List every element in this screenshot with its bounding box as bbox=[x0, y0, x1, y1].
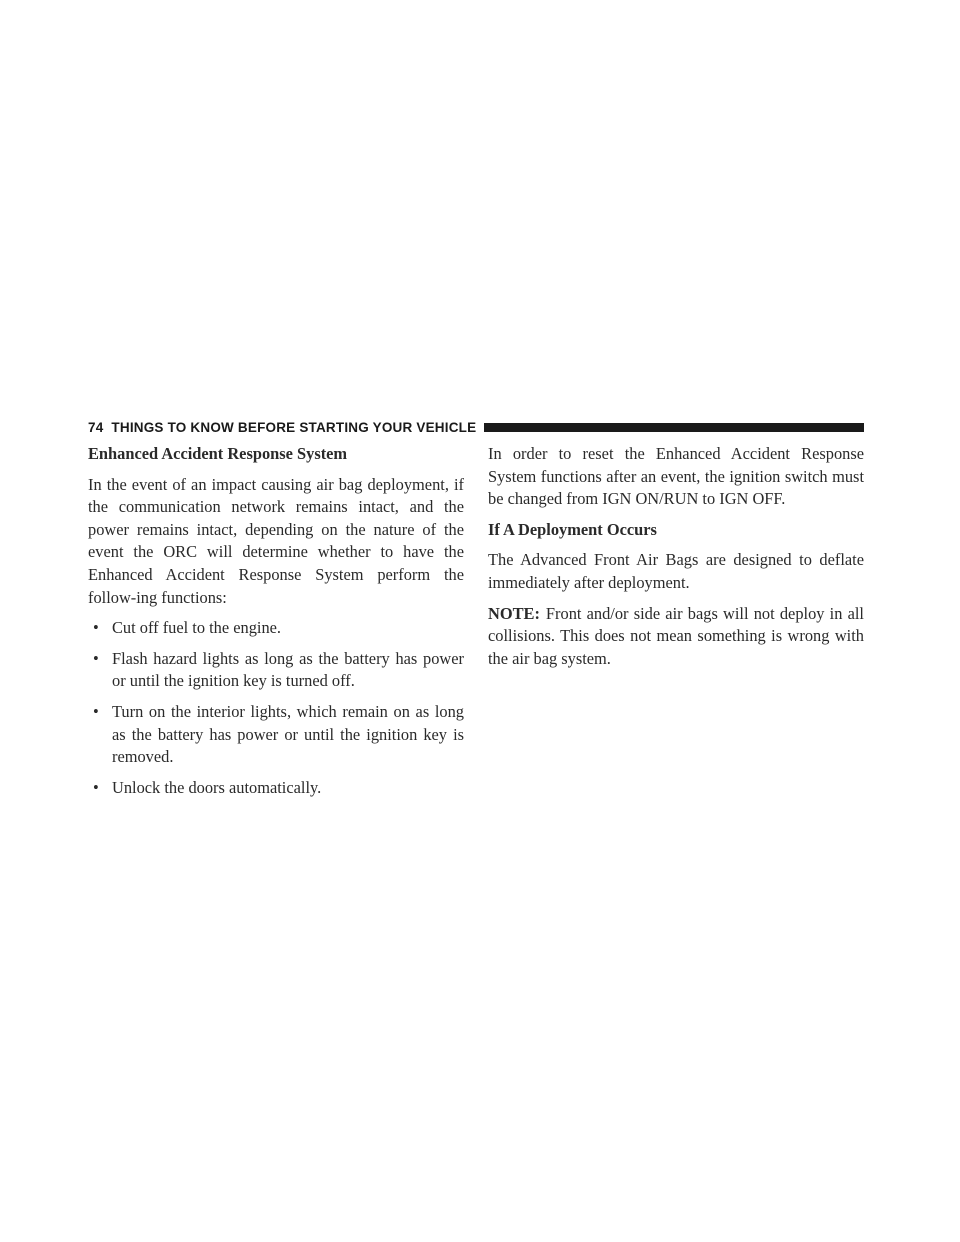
note-paragraph bbox=[488, 603, 864, 671]
list-item bbox=[88, 617, 464, 640]
list-item bbox=[88, 701, 464, 769]
page-header bbox=[88, 418, 864, 436]
list-item-text: Flash hazard lights as long as the battery has power or until the ignition key is turned off. bbox=[112, 648, 464, 691]
function-list bbox=[88, 617, 464, 799]
right-column bbox=[488, 443, 864, 678]
running-title: THINGS TO KNOW BEFORE STARTING YOUR VEHICLE bbox=[111, 419, 477, 435]
left-column bbox=[88, 443, 464, 807]
bullet-icon: • bbox=[93, 701, 99, 721]
note-label: NOTE: bbox=[488, 603, 540, 623]
list-item-text: Unlock the doors automatically. bbox=[112, 777, 322, 797]
bullet-icon: • bbox=[93, 777, 99, 797]
bullet-icon: • bbox=[93, 618, 99, 638]
deploy-paragraph: The Advanced Front Air Bags are designed to deflate immediately after deployment. bbox=[488, 550, 864, 592]
list-item bbox=[88, 777, 464, 800]
section-heading-deployment: If A Deployment Occurs bbox=[488, 519, 657, 539]
note-text: Front and/or side air bags will not deploy in all collisions. This does not mean something is wrong with the air bag system. bbox=[488, 603, 864, 668]
intro-paragraph: In the event of an impact causing air bag deployment, if the communication network remains intact, and the power remains intact, depending on the nature of the event the ORC will determine whether to have the Enhanced Accident Response System perform the follow-ing functions: bbox=[88, 474, 464, 607]
header-rule bbox=[484, 423, 864, 432]
bullet-icon: • bbox=[93, 648, 99, 668]
list-item-text: Turn on the interior lights, which remain on as long as the battery has power or until the ignition key is removed. bbox=[112, 701, 464, 767]
list-item bbox=[88, 648, 464, 693]
page-number: 74 bbox=[88, 419, 104, 435]
list-item-text: Cut off fuel to the engine. bbox=[112, 618, 282, 638]
reset-paragraph: In order to reset the Enhanced Accident Response System functions after an event, the ignition switch must be changed from IGN ON/RUN to IGN OFF. bbox=[488, 444, 864, 509]
section-heading-enhanced-accident-response: Enhanced Accident Response System bbox=[88, 444, 348, 463]
